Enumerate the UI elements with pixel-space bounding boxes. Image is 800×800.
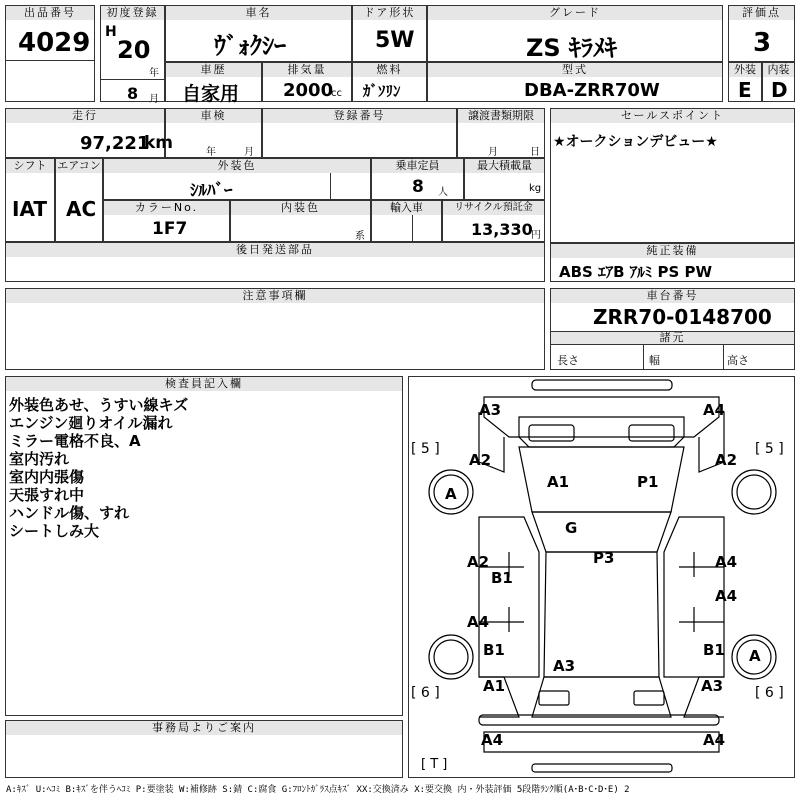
displacement-label: 排気量 (263, 63, 351, 77)
recycle-label: リサイクル預託金 (443, 201, 544, 215)
tire-bracket-label: [ 6 ] (411, 685, 440, 701)
office-box (5, 720, 403, 778)
specs-label: 諸元 (659, 331, 686, 344)
ac-label: エアコン (57, 159, 101, 172)
inspector-note: 天張すれ中 (9, 486, 85, 504)
inspector-note: 外装色あせ、うすい線キズ (9, 396, 189, 414)
damage-label: A2 (715, 451, 738, 469)
inspector-note: 室内汚れ (9, 450, 70, 468)
inspection-year-unit: 年 (206, 147, 216, 158)
inspector-label: 検査員記入欄 (6, 377, 402, 391)
recycle-unit: 円 (531, 230, 541, 241)
first-reg-box (100, 5, 165, 105)
specs-header (551, 331, 794, 345)
exterior-label: 外装 (729, 63, 761, 77)
recycle-box (442, 200, 545, 242)
tail-bracket-label: [ T ] (421, 757, 448, 772)
door-type: 5W (375, 28, 415, 53)
left-headlight-shape (529, 425, 574, 441)
reg-year: 20 (117, 36, 151, 64)
divider (643, 345, 644, 369)
car-diagram-box (408, 376, 795, 778)
capacity-box (371, 158, 464, 200)
damage-label: P3 (593, 549, 615, 567)
shift-label: シフト (6, 159, 54, 173)
damage-label: A2 (469, 451, 492, 469)
reg-no-label: 登録番号 (263, 109, 456, 123)
divider (101, 79, 164, 80)
damage-label: B1 (491, 569, 513, 587)
office-label: 事務局よりご案内 (6, 721, 402, 735)
ext-color: ｼﾙﾊﾞｰ (190, 181, 233, 201)
equipment-label: 純正装備 (551, 244, 794, 258)
damage-label: G (565, 519, 578, 537)
car-name-box (165, 5, 352, 62)
left-taillight-shape (539, 691, 569, 705)
damage-label: A4 (715, 587, 738, 605)
damage-label: A4 (703, 401, 726, 419)
score: 3 (753, 28, 772, 58)
reg-no-box (262, 108, 457, 158)
int-color-label: 内装色 (231, 201, 370, 215)
capacity: 8 (412, 177, 424, 197)
model: DBA-ZRR70W (524, 80, 660, 101)
displacement-box (262, 62, 352, 102)
car-name-label: 車名 (166, 6, 351, 20)
divider (412, 215, 413, 241)
damage-label: A (445, 485, 457, 503)
wheel-front-right-inner-shape (737, 475, 771, 509)
first-reg-label: 初度登録 (101, 6, 164, 20)
tire-bracket-label: [ 5 ] (411, 441, 440, 457)
inspector-note: ミラー電格不良、A (9, 432, 141, 450)
ac-box (55, 158, 103, 242)
inspection-month-unit: 月 (244, 147, 254, 158)
sales-point-label: セールスポイント (551, 109, 794, 123)
chassis-label: 車台番号 (551, 289, 794, 303)
chassis-box (550, 288, 795, 370)
equipment: ABS ｴｱB ｱﾙﾐ PS PW (559, 263, 713, 281)
exterior-box (728, 62, 762, 102)
wheel-rear-left-shape (429, 635, 473, 679)
interior-label: 内装 (763, 63, 794, 77)
int-color-unit: 系 (355, 231, 365, 242)
damage-label: B1 (483, 641, 505, 659)
inspector-note: ハンドル傷、すれ (9, 504, 130, 522)
damage-label: A3 (479, 401, 502, 419)
inspection-label: 車検 (166, 109, 261, 123)
history-label: 車歴 (166, 63, 261, 77)
color-no: 1F7 (152, 219, 188, 239)
max-load-unit: kg (529, 183, 542, 194)
windshield-shape (532, 512, 671, 552)
divider (330, 173, 331, 199)
hood-top-shape (519, 417, 684, 447)
mileage-box (5, 108, 174, 158)
width-label: 幅 (649, 354, 660, 367)
car-name: ｳﾞｫｸｼｰ (214, 32, 286, 60)
parts-label: 後日発送部品 (6, 243, 544, 257)
interior-box (762, 62, 795, 102)
rear-panel-shape (484, 732, 719, 752)
interior-grade: D (771, 78, 788, 102)
score-box (728, 5, 795, 62)
import-box (371, 200, 442, 242)
rear-window-shape (532, 677, 671, 717)
legend: A:ｷｽﾞ U:ﾍｺﾐ B:ｷｽﾞを伴うﾍｺﾐ P:要塗装 W:補修跡 S:錆 C:腐食 G:ﾌﾛﾝﾄｶﾞﾗｽ点ｷｽﾞ XX:交換済み X:要交換 内・外装評価 5段階ﾗﾝｸ順(A･B･C･D･E) 2 (6, 785, 630, 795)
wheel-front-right-shape (732, 470, 776, 514)
transfer-label: 譲渡書類期限 (458, 109, 544, 123)
exterior-grade: E (738, 78, 752, 102)
sales-point: ★オークションデビュー★ (553, 134, 718, 150)
score-label: 評価点 (729, 6, 794, 20)
int-color-box (230, 200, 371, 242)
right-headlight-shape (629, 425, 674, 441)
sales-point-box (550, 108, 795, 243)
history: 自家用 (182, 83, 240, 105)
notes-label: 注意事項欄 (6, 289, 544, 303)
history-box (165, 62, 262, 105)
transfer-month-unit: 月 (488, 147, 498, 158)
lot-number: 4029 (18, 28, 91, 58)
max-load-label: 最大積載量 (465, 159, 544, 173)
transfer-day-unit: 日 (530, 147, 540, 158)
fuel-label: 燃料 (353, 63, 426, 77)
lot-number-label: 出品番号 (6, 6, 94, 20)
inspector-note: エンジン廻りオイル漏れ (9, 414, 173, 432)
damage-label: A2 (467, 553, 490, 571)
door-box (352, 5, 427, 62)
fuel-box (352, 62, 427, 102)
tire-bracket-label: [ 5 ] (755, 441, 784, 457)
equipment-box (550, 243, 795, 282)
damage-label: A4 (467, 613, 490, 631)
door-label: ドア形状 (353, 6, 426, 20)
right-taillight-shape (634, 691, 664, 705)
import-label: 輸入車 (372, 201, 441, 215)
damage-label: P1 (637, 473, 659, 491)
shift-box (5, 158, 55, 242)
height-label: 高さ (727, 354, 749, 367)
displacement: 2000 (283, 80, 334, 101)
damage-label: B1 (703, 641, 725, 659)
grade-label: グレード (428, 6, 722, 20)
divider (723, 345, 724, 369)
wheel-rear-left-inner-shape (434, 640, 468, 674)
tire-bracket-label: [ 6 ] (755, 685, 784, 701)
reg-month: 8 (127, 84, 139, 103)
damage-label: A4 (715, 553, 738, 571)
inspector-note: シートしみ大 (9, 522, 100, 540)
chassis-number: ZRR70-0148700 (593, 305, 772, 329)
ext-color-label: 外装色 (104, 159, 370, 173)
year-unit: 年 (149, 68, 159, 79)
capacity-unit: 人 (438, 187, 448, 198)
car-diagram (409, 377, 794, 777)
damage-label: A4 (481, 731, 504, 749)
rear-bumper-shape (532, 764, 672, 772)
color-no-box (103, 200, 230, 242)
damage-label: A (749, 647, 761, 665)
shift: IAT (12, 197, 48, 221)
model-box (427, 62, 723, 102)
damage-label: A1 (547, 473, 570, 491)
notes-box (5, 288, 545, 370)
hood-shape (519, 447, 684, 512)
inspector-box (5, 376, 403, 716)
damage-label: A4 (703, 731, 726, 749)
model-label: 型式 (428, 63, 722, 77)
lot-number-box (5, 5, 95, 102)
length-label: 長さ (557, 354, 579, 367)
transfer-box (457, 108, 545, 158)
recycle: 13,330 (471, 220, 533, 239)
month-unit: 月 (149, 94, 159, 105)
color-no-label: カラーNo. (104, 201, 229, 215)
damage-label: A3 (701, 677, 724, 695)
grade-box (427, 5, 723, 62)
damage-label: A1 (483, 677, 506, 695)
inspector-notes (9, 396, 188, 540)
fuel: ｶﾞｿﾘﾝ (363, 82, 401, 100)
parts-box (5, 242, 545, 282)
displacement-unit: cc (331, 88, 342, 99)
capacity-label: 乗車定員 (372, 159, 463, 173)
grade: ZS ｷﾗﾒｷ (526, 34, 618, 62)
mileage: 97,221 (80, 133, 150, 154)
ac: AC (66, 197, 97, 221)
damage-label: A3 (553, 657, 576, 675)
mileage-unit: km (144, 133, 174, 153)
ext-color-box (103, 158, 371, 200)
divider (5, 60, 95, 61)
max-load-box (464, 158, 545, 200)
era: H (105, 24, 117, 40)
front-bumper-shape (532, 380, 672, 390)
inspector-note: 室内内張傷 (9, 468, 85, 486)
inspection-box (165, 108, 262, 158)
mileage-label: 走行 (6, 109, 164, 123)
